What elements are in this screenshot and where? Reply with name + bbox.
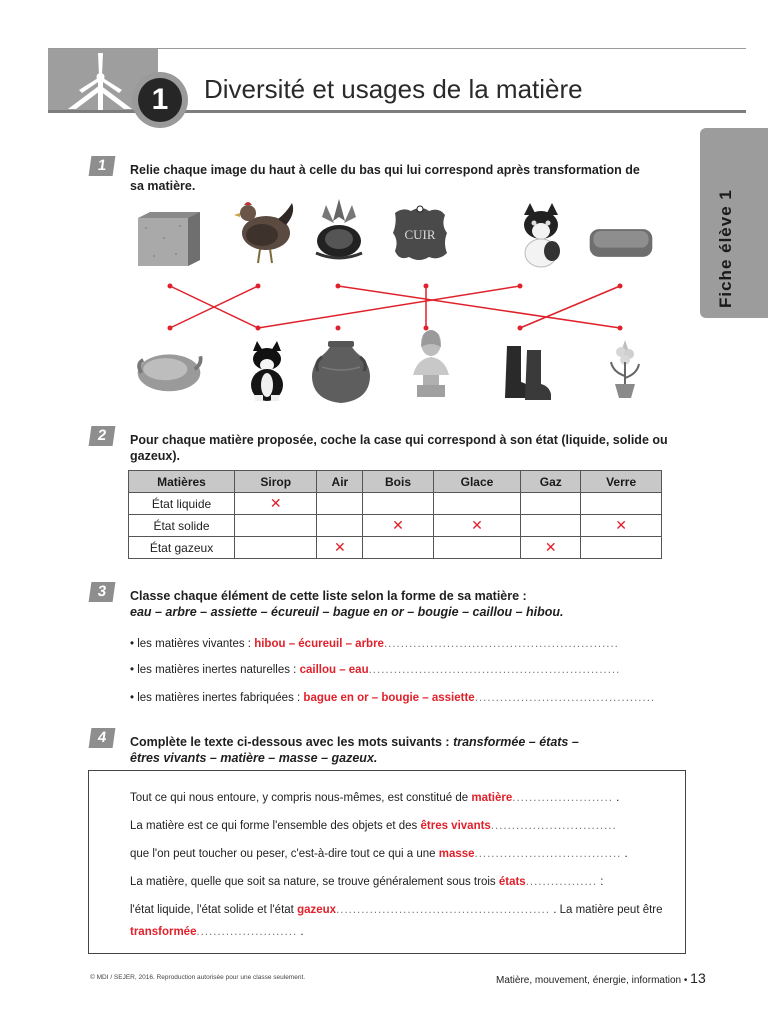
row-label: État liquide	[129, 493, 235, 515]
check-cell[interactable]: ✕	[521, 537, 581, 559]
answer-line-label: • les matières inertes fabriquées :	[130, 692, 301, 704]
roast-chicken-image	[134, 340, 204, 402]
exercise-4-instruction-line1: Complète le texte ci-dessous avec les mots suivants : transformée – états –	[130, 735, 579, 749]
check-cell[interactable]	[521, 515, 581, 537]
check-cell[interactable]	[581, 493, 662, 515]
col-header: Bois	[363, 471, 433, 493]
blank-3-answer[interactable]: masse	[438, 848, 475, 860]
fill-sentence-4: La matière, quelle que soit sa nature, se trouve généralement sous trois états................. :	[130, 876, 604, 888]
row-label: État gazeux	[129, 537, 235, 559]
exercise-3-word-list: eau – arbre – assiette – écureuil – bague en or – bougie – caillou – hibou.	[130, 605, 564, 619]
table-header-row	[129, 471, 662, 493]
page-number: 13	[690, 970, 706, 986]
boots-image	[494, 340, 564, 402]
fill-sentence-2: La matière est ce qui forme l'ensemble des objets et des êtres vivants..............................	[130, 820, 617, 832]
col-header: Gaz	[521, 471, 581, 493]
footer-section: Matière, mouvement, énergie, information • 13	[496, 970, 706, 986]
answer-line-label: • les matières vivantes :	[130, 638, 251, 650]
dotted-fill: ...........................................	[474, 692, 656, 704]
page-title: Diversité et usages de la matière	[204, 74, 583, 104]
clay-jar-image	[306, 340, 376, 402]
check-cell[interactable]	[363, 537, 433, 559]
exercise-3-badge: 3	[89, 582, 116, 602]
fill-sentence-1: Tout ce qui nous entoure, y compris nous-mêmes, est constitué de matière........................ .	[130, 792, 620, 804]
check-cell[interactable]	[433, 537, 521, 559]
check-cell[interactable]: ✕	[363, 515, 433, 537]
exercise-4-word-list: êtres vivants – matière – masse – gazeux.	[130, 751, 378, 765]
col-header: Matières	[129, 471, 235, 493]
check-cell[interactable]: ✕	[433, 515, 521, 537]
footer-copyright: © MDI / SEJER, 2016. Reproduction autorisée pour une classe seulement.	[90, 974, 306, 981]
table-row	[129, 537, 662, 559]
check-cell[interactable]	[521, 493, 581, 515]
chapter-number: 1	[138, 78, 182, 122]
answer-line-label: • les matières inertes naturelles :	[130, 664, 297, 676]
check-cell[interactable]: ✕	[235, 493, 317, 515]
dotted-fill: ............................................................	[368, 664, 621, 676]
row-label: État solide	[129, 515, 235, 537]
states-table	[128, 470, 662, 559]
blank-4-answer[interactable]: états	[498, 876, 526, 888]
leather-tag-label: CUIR	[404, 227, 436, 242]
answer-manufactured[interactable]: bague en or – bougie – assiette	[303, 692, 475, 704]
exercise-2-badge: 2	[89, 426, 116, 446]
col-header: Air	[317, 471, 363, 493]
blank-6-answer[interactable]: transformée	[130, 926, 197, 938]
answer-living[interactable]: hibou – écureuil – arbre	[254, 638, 384, 650]
check-cell[interactable]	[581, 537, 662, 559]
blank-2-answer[interactable]: êtres vivants	[420, 820, 491, 832]
check-cell[interactable]	[235, 537, 317, 559]
potted-flower-image	[590, 338, 660, 400]
link-soap-to-bust	[520, 286, 620, 328]
check-cell[interactable]	[363, 493, 433, 515]
exercise-1-badge: 1	[89, 156, 116, 176]
table-row	[129, 493, 662, 515]
exercise-2-instruction: Pour chaque matière proposée, coche la case qui correspond à son état (liquide, solide ou gazeux).	[130, 433, 668, 463]
fill-sentence-3: que l'on peut toucher ou peser, c'est-à-dire tout ce qui a une masse................................... .	[130, 848, 628, 860]
check-cell[interactable]: ✕	[581, 515, 662, 537]
blank-1-answer[interactable]: matière	[471, 792, 513, 804]
dotted-fill: ........................................................	[383, 638, 619, 650]
exercise-3-instruction	[130, 588, 690, 620]
exercise-1-instruction: Relie chaque image du haut à celle du bas qui lui correspond après transformation de sa matière.	[130, 163, 640, 193]
exercise-4-badge: 4	[89, 728, 116, 748]
check-cell[interactable]	[317, 515, 363, 537]
check-cell[interactable]: ✕	[317, 537, 363, 559]
table-row	[129, 515, 662, 537]
fill-sentence-6: transformée........................ .	[130, 926, 304, 938]
blank-5-answer[interactable]: gazeux	[297, 904, 337, 916]
col-header: Glace	[433, 471, 521, 493]
check-cell[interactable]	[317, 493, 363, 515]
exercise-4-instruction	[130, 734, 690, 766]
exercise-3-instruction-line1: Classe chaque élément de cette liste selon la forme de sa matière :	[130, 589, 527, 603]
fill-sentence-5: l'état liquide, l'état solide et l'état gazeux................................................... . La matière peut être	[130, 904, 663, 916]
answer-line-living	[130, 638, 619, 650]
side-tab-label: Fiche élève 1	[716, 189, 735, 308]
check-cell[interactable]	[433, 493, 521, 515]
col-header: Verre	[581, 471, 662, 493]
answer-line-manufactured	[130, 692, 655, 704]
check-cell[interactable]	[235, 515, 317, 537]
bust-statue-image	[396, 334, 466, 396]
col-header: Sirop	[235, 471, 317, 493]
answer-line-natural	[130, 664, 620, 676]
cat-image	[232, 340, 302, 402]
answer-natural[interactable]: caillou – eau	[299, 664, 369, 676]
